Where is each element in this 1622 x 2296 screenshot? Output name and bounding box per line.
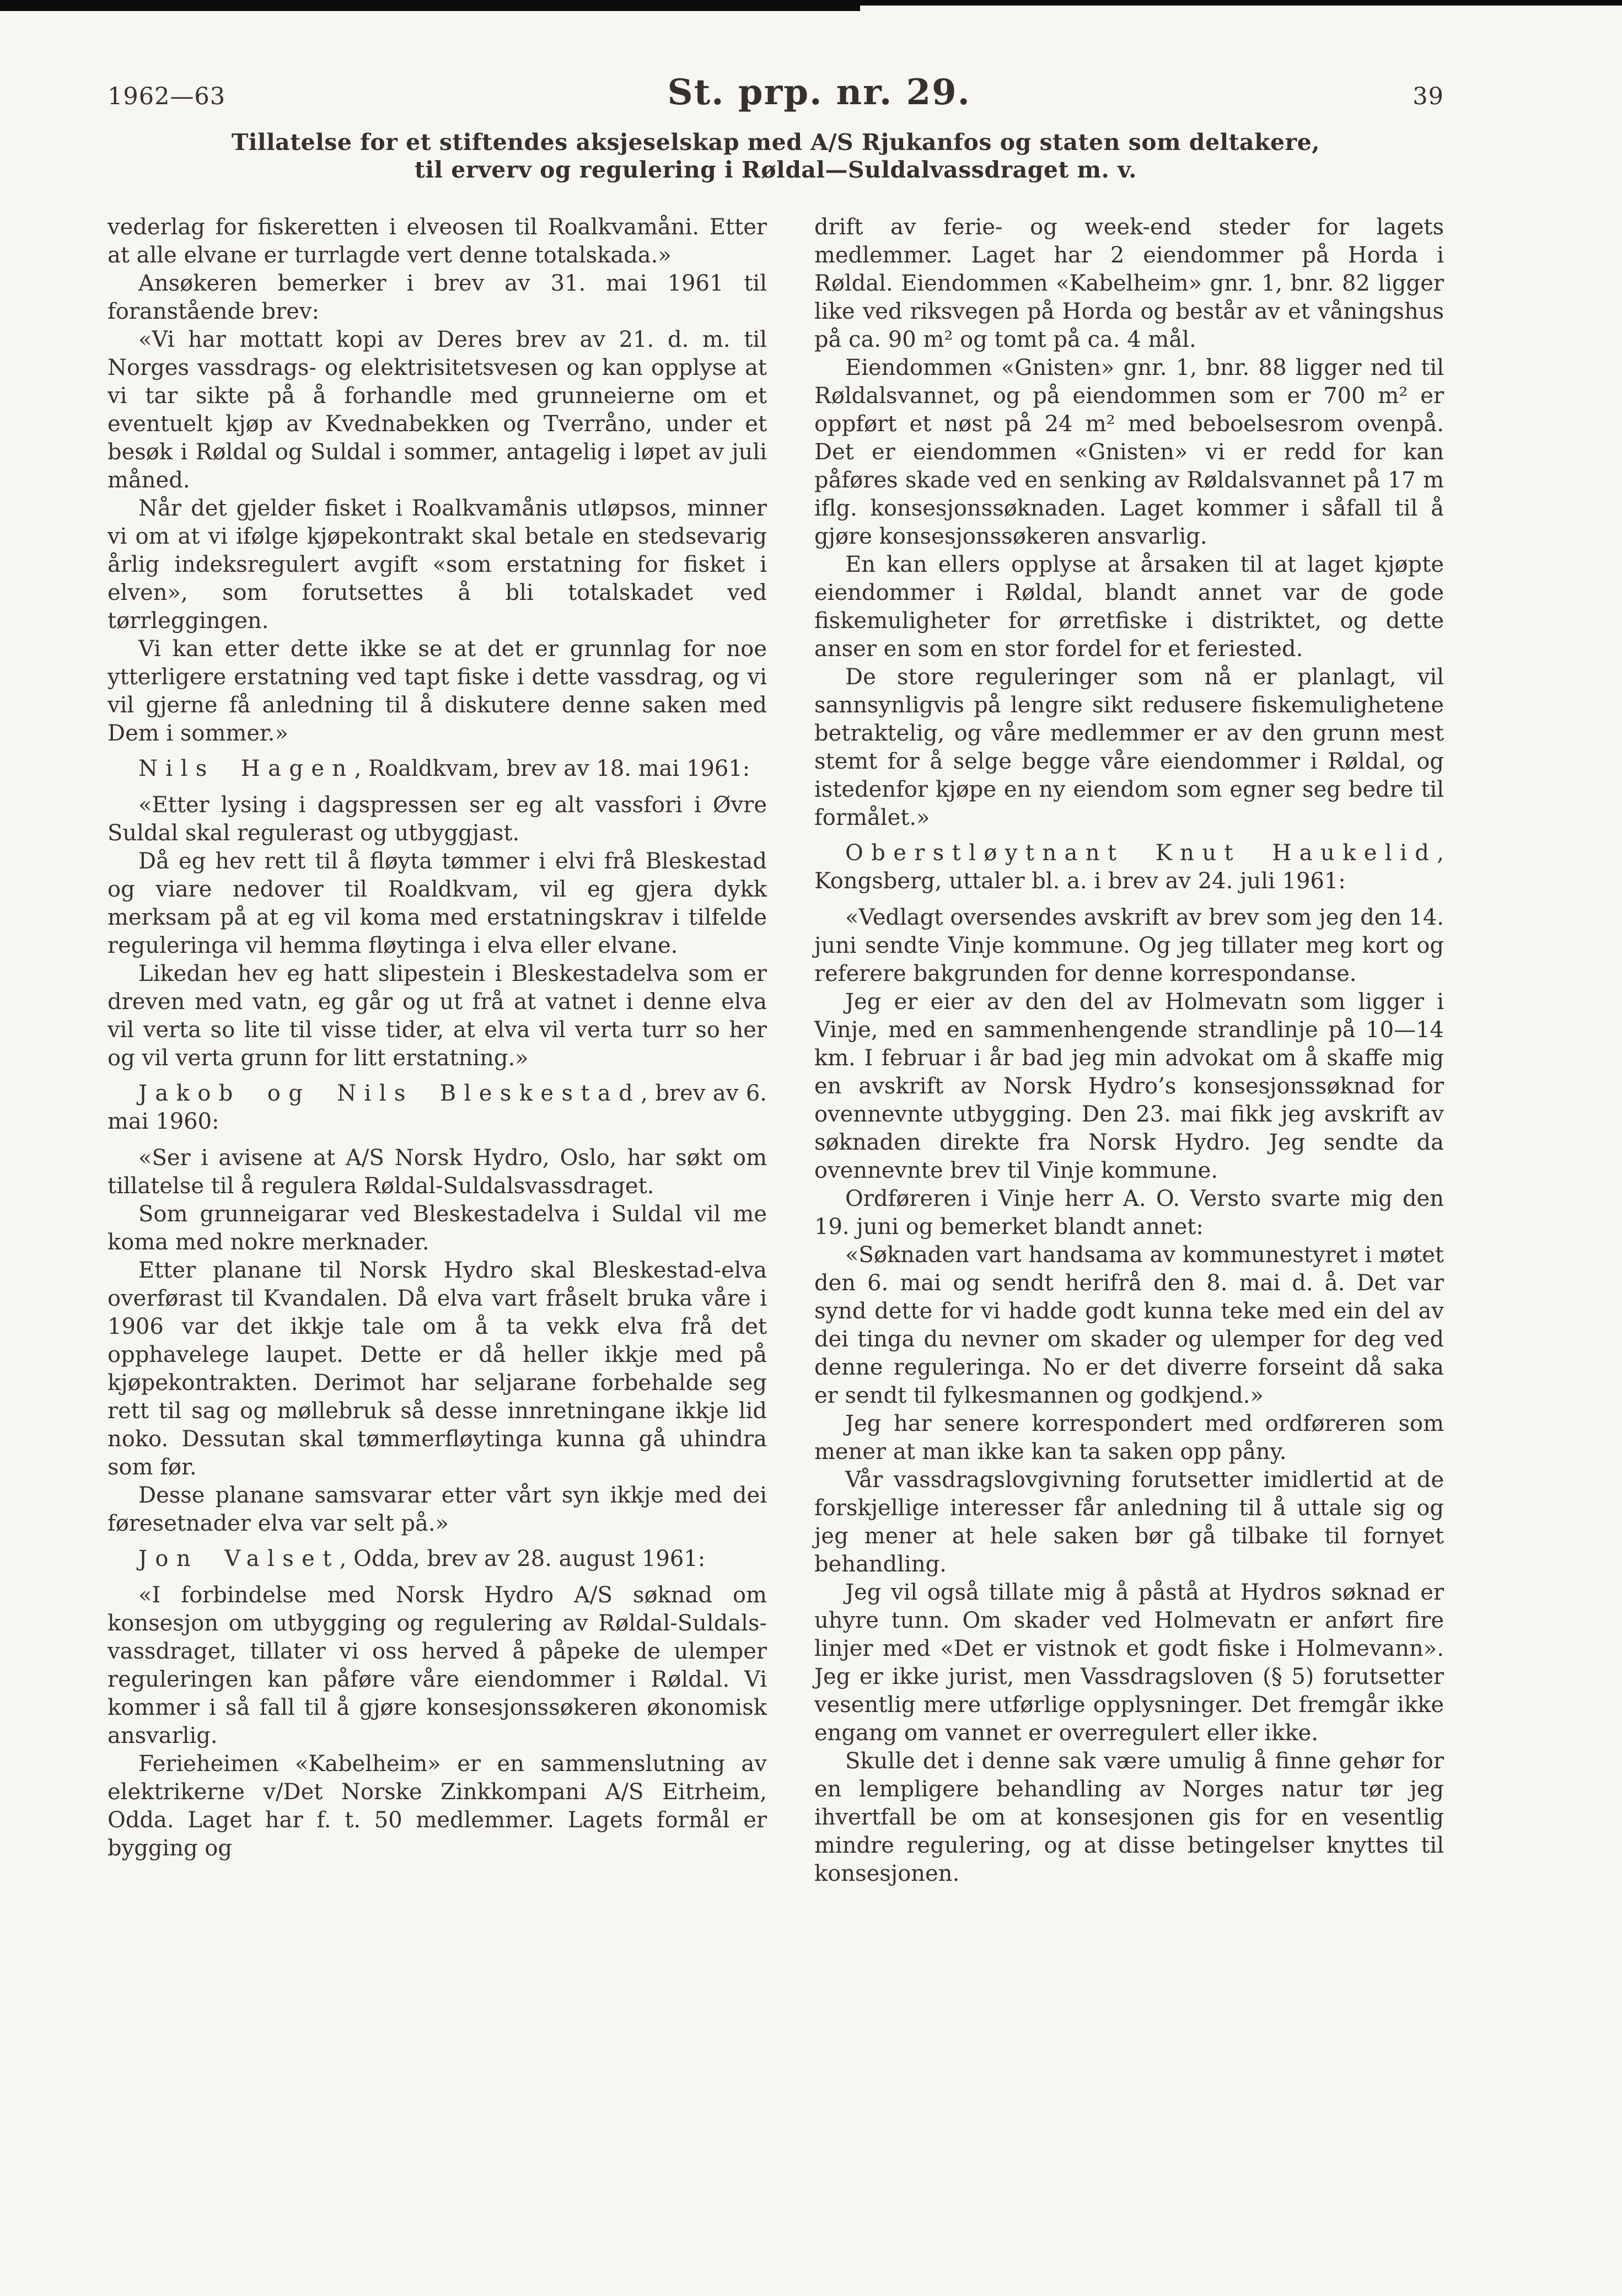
letter-signature — [108, 755, 767, 783]
signature-name: Nils Hagen — [138, 756, 355, 781]
signature-rest: , brev av 6. mai 1960: — [108, 1081, 767, 1134]
column-left — [108, 213, 767, 1888]
page-header — [108, 0, 1444, 113]
page-number: 39 — [1412, 83, 1444, 110]
body-paragraph: Jeg vil også tillate mig å påstå at Hydros søknad er uhyre tunn. Om skader ved Holmevatn er anført fire linjer med «Det er vistnok et godt fiske i Holmevann». Jeg er ikke jurist, men Vassdragsloven (§ 5) forutsetter vesentlig mere utførlige opplysninger. Det fremgår ikke engang om vannet er overregulert eller ikke. — [814, 1580, 1444, 1746]
letter-signature — [108, 1080, 767, 1136]
two-column-body — [108, 213, 1444, 1888]
body-paragraph: Ordføreren i Vinje herr A. O. Versto svarte mig den 19. juni og bemerket blandt annet: — [814, 1186, 1444, 1240]
page-title: St. prp. nr. 29. — [667, 72, 971, 113]
column-right — [814, 213, 1444, 1888]
body-paragraph: Skulle det i denne sak være umulig å finne gehør for en lempligere behandling av Norges natur tør jeg ihvertfall be om at konsesjonen gis for en vesentlig mindre regulering, og at disse betingelser knyttes til konsesjonen. — [814, 1748, 1444, 1886]
signature-rest: , Odda, brev av 28. august 1961: — [339, 1546, 706, 1571]
signature-rest: , Kongsberg, uttaler bl. a. i brev av 24. juli 1961: — [814, 840, 1444, 894]
body-paragraph: Vi kan etter dette ikke se at det er grunnlag for noe ytterligere erstatning ved tapt fiske i dette vassdrag, og vi vil gjerne få anledning til å diskutere denne saken med Dem i sommer.» — [108, 636, 767, 746]
letter-signature — [814, 839, 1444, 895]
session-years: 1962—63 — [108, 83, 226, 110]
subtitle-line-1: Tillatelse for et stiftendes aksjeselskap med A/S Rjukanfos og staten som deltakere, — [231, 129, 1320, 155]
body-paragraph: Når det gjelder fisket i Roalkvamånis utløpsos, minner vi om at vi ifølge kjøpekontrakt skal betale en stedsevarig årlig indeksregulert avgift «som erstatning for fisket i elven», som forutsettes å bli totalskadet ved tørrleggingen. — [108, 496, 767, 634]
body-paragraph: De store reguleringer som nå er planlagt, vil sannsynligvis på lengre sikt redusere fiskemulighetene betraktelig, og våre medlemmer er av den grunn mest stemt for å selge begge våre eiendommer i Røldal, og istedenfor kjøpe en ny eiendom som egner seg bedre til formålet.» — [814, 664, 1444, 830]
body-paragraph: «Søknaden vart handsama av kommunestyret i møtet den 6. mai og sendt herifrå den 8. mai d. å. Det var synd dette for vi hadde godt kunna teke med ein del av dei tinga du nevner om skader og ulemper for deg ved denne reguleringa. No er det diverre forseint då saka er sendt til fylkesmannen og godkjend.» — [814, 1242, 1444, 1408]
scan-edge-artifact-thick — [0, 0, 860, 11]
letter-signature — [108, 1545, 767, 1573]
body-paragraph: Ferieheimen «Kabelheim» er en sammenslutning av elektrikerne v/Det Norske Zinkkompani A/S Eitrheim, Odda. Laget har f. t. 50 medlemmer. Lagets formål er bygging og — [108, 1751, 767, 1861]
signature-name: Jakob og Nils Bleskestad — [138, 1081, 641, 1106]
signature-name: Jon Valset — [138, 1546, 340, 1571]
body-paragraph: Ansøkeren bemerker i brev av 31. mai 1961 til foranstående brev: — [108, 271, 767, 324]
body-paragraph: Jeg har senere korrespondert med ordføreren som mener at man ikke kan ta saken opp påny. — [814, 1411, 1444, 1464]
body-paragraph: Då eg hev rett til å fløyta tømmer i elvi frå Bleskestad og viare nedover til Roaldkvam, vil eg gjera dykk merksam på at eg vil koma med erstatningskrav i tilfelde reguleringa vil hemma fløytinga i elva eller elvane. — [108, 849, 767, 958]
body-paragraph: Som grunneigarar ved Bleskestadelva i Suldal vil me koma med nokre merknader. — [108, 1201, 767, 1255]
signature-name: Oberstløytnant Knut Haukelid — [845, 840, 1437, 866]
body-paragraph: Vår vassdragslovgivning forutsetter imidlertid at de forskjellige interesser får anledning til å uttale sig og jeg mener at hele saken bør gå tilbake til fornyet behandling. — [814, 1467, 1444, 1577]
subtitle-line-2: til erverv og regulering i Røldal—Suldalvassdraget m. v. — [414, 157, 1137, 183]
body-paragraph: drift av ferie- og week-end steder for lagets medlemmer. Laget har 2 eiendommer på Horda i Røldal. Eiendommen «Kabelheim» gnr. 1, bnr. 82 ligger like ved riksvegen på Horda og består av et våningshus på ca. 90 m² og tomt på ca. 4 mål. — [814, 214, 1444, 352]
body-paragraph: «Ser i avisene at A/S Norsk Hydro, Oslo, har søkt om tillatelse til å regulera Røldal-Suldalsvassdraget. — [108, 1145, 767, 1199]
body-paragraph: En kan ellers opplyse at årsaken til at laget kjøpte eiendommer i Røldal, blandt annet var de gode fiskemuligheter for ørretfiske i distriktet, og dette anser en som en stor fordel for et feriested. — [814, 552, 1444, 662]
body-paragraph: Desse planane samsvarar etter vårt syn ikkje med dei føresetnader elva var selt på.» — [108, 1483, 767, 1536]
body-paragraph: «Etter lysing i dagspressen ser eg alt vassfori i Øvre Suldal skal regulerast og utbyggjast. — [108, 792, 767, 846]
body-paragraph: Eiendommen «Gnisten» gnr. 1, bnr. 88 ligger ned til Røldalsvannet, og på eiendommen som er 700 m² er oppført et nøst på 24 m² med beboelsesrom ovenpå. Det er eiendommen «Gnisten» vi er redd for kan påføres skade ved en senking av Røldalsvannet på 17 m iflg. konsesjonssøknaden. Laget kommer i såfall til å gjøre konsesjonssøkeren ansvarlig. — [814, 355, 1444, 549]
body-paragraph: «Vi har mottatt kopi av Deres brev av 21. d. m. til Norges vassdrags- og elektrisitetsvesen og kan opplyse at vi tar sikte på å forhandle med grunneierne om et eventuelt kjøp av Kvednabekken og Tverråno, under et besøk i Røldal og Suldal i sommer, antagelig i løpet av juli måned. — [108, 327, 767, 493]
body-paragraph: Etter planane til Norsk Hydro skal Bleskestad-elva overførast til Kvandalen. Då elva vart fråselt bruka våre i 1906 var det ikkje tale om å ta vekk elva frå det opphavelege laupet. Dette er då heller ikkje med på kjøpekontrakten. Derimot har seljarane forbehalde seg rett til sag og møllebruk så desse innretningane ikkje lid noko. Dessutan skal tømmerfløytinga kunna gå uhindra som før. — [108, 1258, 767, 1480]
body-paragraph: Likedan hev eg hatt slipestein i Bleskestadelva som er dreven med vatn, eg går og ut frå at vatnet i denne elva vil verta so lite til visse tider, at elva vil verta turr so her og vil verta grunn for litt erstatning.» — [108, 961, 767, 1071]
document-subtitle — [108, 128, 1444, 184]
signature-rest: , Roaldkvam, brev av 18. mai 1961: — [354, 756, 750, 781]
body-paragraph: «Vedlagt oversendes avskrift av brev som jeg den 14. juni sendte Vinje kommune. Og jeg tillater meg kort og referere bakgrunden for denne korrespondanse. — [814, 905, 1444, 986]
body-paragraph: «I forbindelse med Norsk Hydro A/S søknad om konsesjon om utbygging og regulering av Røldal-Suldals-vassdraget, tillater vi oss herved å påpeke de ulemper reguleringen kan påføre våre eiendommer i Røldal. Vi kommer i så fall til å gjøre konsesjonssøkeren økonomisk ansvarlig. — [108, 1582, 767, 1748]
body-paragraph: vederlag for fiskeretten i elveosen til Roalkvamåni. Etter at alle elvane er turrlagde vert denne totalskada.» — [108, 214, 767, 268]
body-paragraph: Jeg er eier av den del av Holmevatn som ligger i Vinje, med en sammenhengende strandlinje på 10—14 km. I februar i år bad jeg min advokat om å skaffe mig en avskrift av Norsk Hydro’s konsesjonssøknad for ovennevnte utbygging. Den 23. mai fikk jeg avskrift av søknaden direkte fra Norsk Hydro. Jeg sendte da ovennevnte brev til Vinje kommune. — [814, 989, 1444, 1183]
